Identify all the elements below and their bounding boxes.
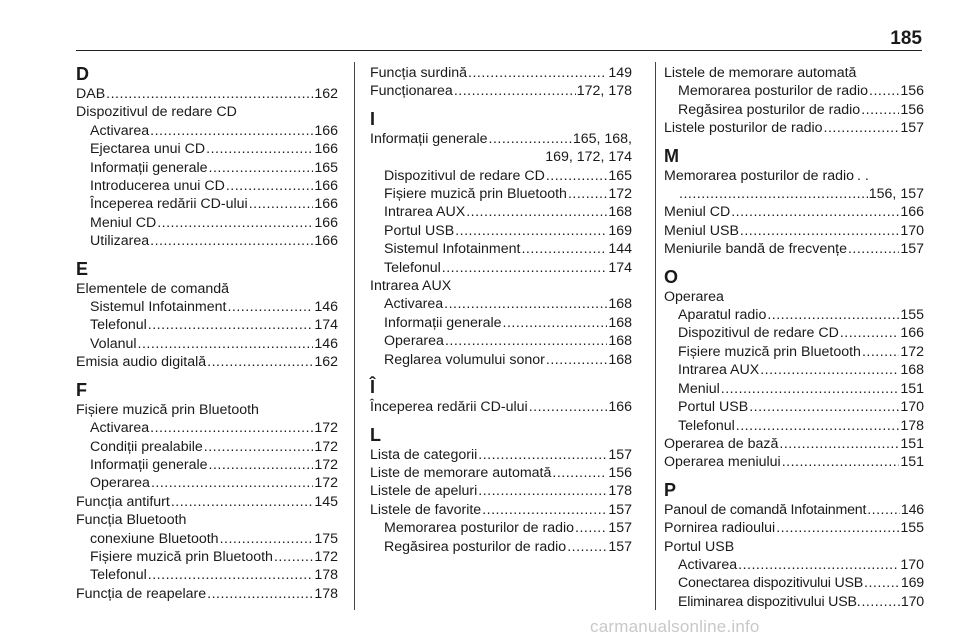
entry-pages: 166 xyxy=(314,122,338,139)
dot-leader xyxy=(226,177,313,195)
index-entry xyxy=(76,456,338,474)
index-entry xyxy=(664,343,924,361)
index-group-heading xyxy=(76,103,338,121)
entry-label: Emisia audio digitală xyxy=(76,354,207,371)
dot-leader xyxy=(738,556,899,574)
entry-pages: 166 xyxy=(314,178,338,195)
dot-leader xyxy=(767,306,899,324)
index-letter-heading: P xyxy=(664,479,677,500)
dot-leader xyxy=(478,482,607,500)
dot-leader xyxy=(454,82,576,100)
entry-label: Dispozitivul de redare CD xyxy=(76,104,237,121)
index-entry xyxy=(370,203,632,221)
entry-label: Fișiere muzică prin Bluetooth xyxy=(678,343,861,360)
dot-leader xyxy=(782,453,900,471)
entry-label: Fișiere muzică prin Bluetooth xyxy=(90,548,273,565)
dot-leader xyxy=(575,519,607,537)
entry-pages: 170 xyxy=(900,556,924,573)
dot-leader xyxy=(529,398,608,416)
index-letter-heading: Î xyxy=(370,377,376,398)
entry-label: Funcția antifurt xyxy=(76,493,170,510)
dot-leader xyxy=(220,530,314,548)
entry-label: Regăsirea posturilor de radio xyxy=(384,538,567,555)
entry-label: Volanul xyxy=(90,335,137,352)
entry-label: Telefonul xyxy=(90,317,147,334)
index-entry xyxy=(76,140,338,158)
dot-leader xyxy=(204,438,314,456)
entry-label: Aparatul radio xyxy=(678,307,767,324)
index-entry xyxy=(76,177,338,195)
dot-leader xyxy=(679,185,868,203)
dot-leader xyxy=(171,493,313,511)
index-entry xyxy=(370,64,632,82)
index-column-1 xyxy=(76,64,338,603)
entry-pages: 166 xyxy=(314,214,338,231)
index-entry xyxy=(76,298,338,316)
dot-leader xyxy=(749,398,899,416)
entry-pages: 155 xyxy=(900,520,924,537)
index-entry xyxy=(76,438,338,456)
entry-label: Activarea xyxy=(384,296,444,313)
entry-pages: 172, 178 xyxy=(576,83,632,100)
entry-pages: 172 xyxy=(314,475,338,492)
dot-leader xyxy=(148,316,314,334)
entry-label: Elementele de comandă xyxy=(76,280,230,297)
entry-pages: 162 xyxy=(314,86,338,102)
dot-leader xyxy=(567,538,607,556)
entry-label: Dispozitivul de redare CD xyxy=(384,167,545,184)
entry-pages: 162 xyxy=(314,354,338,371)
dot-leader xyxy=(478,446,607,464)
entry-label: Meniurile bandă de frecvențe xyxy=(664,241,847,258)
entry-label: Informații generale xyxy=(90,456,208,473)
index-entry xyxy=(76,159,338,177)
header-rule xyxy=(76,50,922,51)
entry-pages: 157 xyxy=(608,501,632,518)
entry-pages: 157 xyxy=(900,241,924,258)
index-entry xyxy=(664,574,924,592)
entry-label: Utilizarea xyxy=(90,233,150,250)
index-entry xyxy=(370,482,632,500)
entry-label: Portul USB xyxy=(664,538,735,555)
index-entry xyxy=(76,232,338,250)
entry-pages: 165 xyxy=(608,167,632,184)
dot-leader xyxy=(503,314,608,332)
entry-pages: 144 xyxy=(608,241,632,258)
index-entry xyxy=(370,222,632,240)
dot-leader xyxy=(740,222,899,240)
dot-leader xyxy=(138,335,314,353)
index-column-3 xyxy=(664,64,924,611)
entry-label: Meniul CD xyxy=(664,204,731,221)
entry-label: Intrarea AUX xyxy=(370,278,452,295)
dot-leader xyxy=(848,240,899,258)
entry-label: Intrarea AUX xyxy=(384,204,466,221)
index-entry xyxy=(76,214,338,232)
index-entry xyxy=(370,501,632,519)
entry-label: Fișiere muzică prin Bluetooth xyxy=(384,186,567,203)
entry-pages: 165, 168, xyxy=(572,130,632,147)
index-letter-heading: D xyxy=(76,64,89,84)
index-entry xyxy=(664,101,924,119)
index-group-heading xyxy=(76,280,338,298)
dot-leader xyxy=(721,380,900,398)
index-entry xyxy=(664,501,924,519)
index-entry xyxy=(76,316,338,334)
index-entry xyxy=(370,351,632,369)
entry-pages: 169 xyxy=(608,222,632,239)
entry-pages: 172 xyxy=(314,438,338,455)
dot-leader xyxy=(568,185,607,203)
entry-label: Condiții prealabile xyxy=(90,438,203,455)
entry-pages: 168 xyxy=(608,333,632,350)
entry-label: Activarea xyxy=(90,122,150,139)
entry-label: Telefonul xyxy=(90,567,147,584)
index-entry xyxy=(370,167,632,185)
index-entry xyxy=(664,453,924,471)
entry-pages: 178 xyxy=(900,417,924,434)
entry-label: Fișiere muzică prin Bluetooth xyxy=(76,401,259,418)
entry-label: Ejectarea unui CD xyxy=(90,141,206,158)
dot-leader xyxy=(157,214,313,232)
dot-leader xyxy=(466,203,607,221)
entry-pages: 157 xyxy=(608,520,632,537)
entry-pages: 168 xyxy=(608,204,632,221)
dot-leader xyxy=(864,574,900,592)
entry-pages: 172 xyxy=(314,456,338,473)
watermark: carmanualsonline.info xyxy=(590,617,760,636)
index-entry xyxy=(664,435,924,453)
dot-leader xyxy=(207,585,313,603)
entry-pages: 156 xyxy=(900,101,924,118)
entry-pages: 172 xyxy=(314,548,338,565)
dot-leader xyxy=(445,332,607,350)
entry-label: Operarea meniului xyxy=(664,454,781,471)
entry-pages: 166 xyxy=(608,399,632,416)
index-letter-heading: M xyxy=(664,145,679,166)
index-entry xyxy=(664,398,924,416)
entry-label: DAB xyxy=(76,86,106,102)
entry-pages: 170 xyxy=(900,399,924,416)
dot-leader xyxy=(546,351,607,369)
index-entry xyxy=(664,306,924,324)
entry-pages: 178 xyxy=(608,483,632,500)
dot-leader xyxy=(249,195,314,213)
index-letter-heading: I xyxy=(370,108,376,129)
entry-label: Începerea redării CD-ului xyxy=(370,399,528,416)
index-entry xyxy=(664,324,924,342)
entry-label: Listele de memorare automată xyxy=(664,65,857,81)
index-entry xyxy=(76,585,338,603)
entry-label: Panoul de comandă Infotainment xyxy=(664,501,867,518)
entry-label: Operarea xyxy=(90,475,150,492)
dot-leader xyxy=(731,203,899,221)
index-group-heading xyxy=(76,401,338,419)
entry-pages: 166 xyxy=(900,325,924,342)
dot-leader xyxy=(546,167,607,185)
dot-leader xyxy=(482,501,607,519)
entry-pages: 151 xyxy=(900,454,924,471)
entry-pages: 157 xyxy=(608,538,632,555)
dot-leader xyxy=(552,464,607,482)
entry-label: Pornirea radioului xyxy=(664,520,776,537)
entry-pages: 169 xyxy=(900,575,924,592)
entry-label: Sistemul Infotainment xyxy=(90,299,227,316)
entry-label: Portul USB xyxy=(384,222,455,239)
entry-label: Funcționarea xyxy=(370,83,453,100)
entry-label: Memorarea posturilor de radio xyxy=(678,83,869,100)
dot-leader xyxy=(824,119,900,137)
entry-pages: 157 xyxy=(608,446,632,463)
index-entry xyxy=(664,593,924,611)
entry-pages-continued: 169, 172, 174 xyxy=(545,149,632,166)
index-group-heading xyxy=(370,277,632,295)
entry-pages: 178 xyxy=(314,585,338,602)
index-entry xyxy=(370,332,632,350)
entry-pages: 168 xyxy=(900,362,924,379)
entry-label: Funcția Bluetooth xyxy=(76,512,187,529)
dot-leader xyxy=(150,419,313,437)
entry-label: Memorarea posturilor de radio xyxy=(384,520,575,537)
index-letter-heading: E xyxy=(76,258,89,279)
entry-label: Memorarea posturilor de radio xyxy=(664,167,855,184)
entry-pages: 156 xyxy=(608,464,632,481)
index-letter-heading: O xyxy=(664,266,679,287)
dot-leader xyxy=(106,85,313,103)
dot-leader xyxy=(207,353,313,371)
index-group-heading xyxy=(664,64,924,82)
index-entry xyxy=(370,130,632,148)
index-entry xyxy=(370,446,632,464)
dot-leader xyxy=(455,222,607,240)
index-entry xyxy=(370,538,632,556)
dot-leader xyxy=(150,232,313,250)
entry-label: Telefonul xyxy=(384,259,441,276)
index-entry xyxy=(370,464,632,482)
index-entry xyxy=(370,240,632,258)
entry-label: Informații generale xyxy=(384,314,502,331)
entry-pages: 157 xyxy=(900,120,924,137)
entry-pages: 174 xyxy=(314,317,338,334)
index-entry xyxy=(76,474,338,492)
entry-label: Meniul xyxy=(678,380,720,397)
dot-leader xyxy=(274,548,313,566)
entry-label: Funcția surdină xyxy=(370,65,467,81)
dot-leader xyxy=(209,456,314,474)
dot-leader xyxy=(151,474,313,492)
column-divider-1 xyxy=(354,62,355,610)
index-entry xyxy=(664,203,924,221)
entry-pages: 168 xyxy=(608,351,632,368)
entry-label: Listele de apeluri xyxy=(370,483,478,500)
entry-pages: 156 xyxy=(900,83,924,100)
entry-label: Conectarea dispozitivului USB xyxy=(678,575,864,592)
entry-label: Operarea de bază xyxy=(664,435,779,452)
entry-label: Reglarea volumului sonor xyxy=(384,351,545,368)
index-entry xyxy=(370,295,632,313)
entry-label: Listele de favorite xyxy=(370,501,482,518)
entry-pages: 155 xyxy=(900,307,924,324)
dot-leader xyxy=(489,130,572,148)
entry-label: Informații generale xyxy=(90,159,208,176)
dot-leader xyxy=(209,159,314,177)
entry-pages: 166 xyxy=(314,141,338,158)
dot-leader xyxy=(861,593,899,611)
index-column-2 xyxy=(370,64,632,556)
entry-label: Operarea xyxy=(664,288,724,305)
entry-label: Activarea xyxy=(90,420,150,437)
index-entry xyxy=(664,185,924,203)
entry-pages: 166 xyxy=(314,233,338,250)
entry-label: conexiune Bluetooth xyxy=(90,530,219,547)
entry-label: Portul USB xyxy=(678,399,749,416)
entry-pages: 146 xyxy=(900,501,924,518)
entry-label: Regăsirea posturilor de radio xyxy=(678,101,861,118)
entry-label: Sistemul Infotainment xyxy=(384,241,521,258)
index-entry xyxy=(370,519,632,537)
entry-label: Începerea redării CD-ului xyxy=(90,196,248,213)
entry-pages: 156, 157 xyxy=(868,186,924,203)
index-entry xyxy=(76,122,338,140)
index-entry xyxy=(76,419,338,437)
index-entry xyxy=(664,556,924,574)
dot-leader xyxy=(869,82,899,100)
index-entry xyxy=(76,195,338,213)
entry-pages: 168 xyxy=(608,314,632,331)
index-group-heading xyxy=(664,538,924,556)
index-entry xyxy=(370,185,632,203)
index-entry xyxy=(664,519,924,537)
entry-label: Funcția de reapelare xyxy=(76,585,207,602)
entry-pages: 166 xyxy=(900,204,924,221)
index-entry xyxy=(76,353,338,371)
entry-pages: 170 xyxy=(900,222,924,239)
entry-pages: 168 xyxy=(608,296,632,313)
entry-pages: 165 xyxy=(314,159,338,176)
index-entry xyxy=(370,314,632,332)
dot-leader xyxy=(779,435,899,453)
entry-pages: 146 xyxy=(314,299,338,316)
dot-leader xyxy=(736,417,900,435)
entry-label: Liste de memorare automată xyxy=(370,464,552,481)
index-letter-heading: F xyxy=(76,379,87,400)
dot-leader xyxy=(840,324,899,342)
index-entry xyxy=(664,417,924,435)
dot-leader xyxy=(776,519,899,537)
dot-leader xyxy=(867,501,900,519)
index-group-heading xyxy=(664,288,924,306)
dot-leader xyxy=(468,64,607,82)
index-entry xyxy=(76,530,338,548)
entry-pages: 146 xyxy=(314,335,338,352)
column-divider-2 xyxy=(655,62,656,610)
entry-pages: 174 xyxy=(608,259,632,276)
entry-label: Telefonul xyxy=(678,417,735,434)
entry-label: Introducerea unui CD xyxy=(90,178,225,195)
entry-label: Meniul CD xyxy=(90,214,157,231)
index-entry xyxy=(664,82,924,100)
dot-leader xyxy=(521,240,607,258)
index-entry xyxy=(664,240,924,258)
index-entry xyxy=(370,82,632,100)
index-entry xyxy=(76,493,338,511)
index-group-heading xyxy=(664,167,924,185)
entry-pages: 170 xyxy=(900,593,924,610)
index-entry xyxy=(76,566,338,584)
dot-leader xyxy=(148,566,314,584)
index-entry xyxy=(370,259,632,277)
index-entry xyxy=(76,85,338,103)
index-entry xyxy=(664,119,924,137)
dot-leader xyxy=(206,140,313,158)
dot-leader xyxy=(861,101,899,119)
index-group-heading xyxy=(76,511,338,529)
entry-pages: 172 xyxy=(314,420,338,437)
entry-pages: 172 xyxy=(900,343,924,360)
entry-pages: 166 xyxy=(314,196,338,213)
index-entry xyxy=(664,361,924,379)
index-entry xyxy=(76,548,338,566)
entry-pages: 178 xyxy=(314,567,338,584)
entry-pages: 175 xyxy=(314,530,338,547)
entry-trail: . . xyxy=(857,167,869,184)
entry-label: Informații generale xyxy=(370,130,488,147)
dot-leader xyxy=(150,122,313,140)
entry-label: Eliminarea dispozitivului USB. xyxy=(678,593,861,610)
entry-label: Dispozitivul de redare CD xyxy=(678,325,839,342)
dot-leader xyxy=(442,259,608,277)
dot-leader xyxy=(862,343,899,361)
dot-leader xyxy=(760,361,899,379)
entry-pages: 151 xyxy=(900,435,924,452)
entry-label: Listele posturilor de radio xyxy=(664,120,823,137)
entry-label: Operarea xyxy=(384,333,444,350)
index-entry xyxy=(370,398,632,416)
entry-label: Meniul USB xyxy=(664,222,739,239)
entry-pages: 172 xyxy=(608,186,632,203)
entry-pages: 149 xyxy=(608,65,632,81)
index-letter-heading: L xyxy=(370,424,381,445)
index-entry xyxy=(664,222,924,240)
entry-label: Activarea xyxy=(678,556,738,573)
entry-label: Lista de categorii xyxy=(370,446,478,463)
entry-pages: 145 xyxy=(314,493,338,510)
entry-label: Intrarea AUX xyxy=(678,362,760,379)
entry-pages: 151 xyxy=(900,380,924,397)
index-entry xyxy=(76,335,338,353)
dot-leader xyxy=(444,295,607,313)
dot-leader xyxy=(227,298,313,316)
index-entry xyxy=(664,380,924,398)
page-number: 185 xyxy=(890,28,922,49)
